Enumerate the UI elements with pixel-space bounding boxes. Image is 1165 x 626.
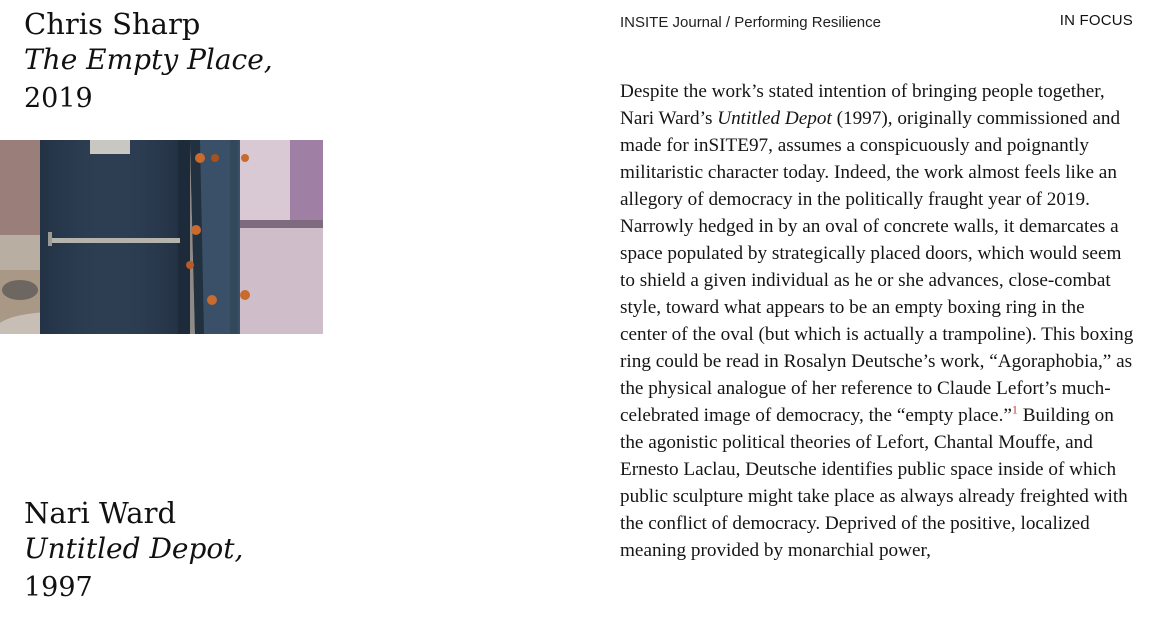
breadcrumb-journal-link[interactable]: INSITE Journal xyxy=(620,14,722,31)
author-heading xyxy=(24,6,273,120)
essay-year: 2019 xyxy=(24,83,93,114)
artwork-photo[interactable] xyxy=(0,140,323,334)
essay-title: The Empty Place, xyxy=(24,43,273,76)
artwork-photo-image xyxy=(0,140,323,334)
work-year: 1997 xyxy=(24,572,93,603)
artist-name: Nari Ward xyxy=(24,496,177,530)
section-label-link[interactable]: IN FOCUS xyxy=(1059,12,1133,29)
breadcrumb-issue-link[interactable]: Performing Resilience xyxy=(734,14,881,31)
article-body xyxy=(620,78,1135,564)
article-text-2: (1997), originally commissioned and made for inSITE97, assumes a conspicuously and poignantly militaristic character today. Indeed, the work almost feels like an allegory of democracy in the politically fraught year of 2019. Narrowly hedged in by an oval of concrete walls, it demarcates a space populated by strategically placed doors, which would seem to shield a given individual as he or she advances, close-combat style, toward what appears to be an empty boxing ring in the center of the oval (but which is actually a trampoline). This boxing ring could be read in Rosalyn Deutsche’s work, “Agoraphobia,” as the physical analogue of her reference to Claude Lefort’s much-celebrated image of democracy, the “empty place.” xyxy=(620,108,1134,426)
journal-header xyxy=(620,14,1133,34)
left-column xyxy=(0,0,560,626)
work-heading xyxy=(24,495,243,609)
work-title: Untitled Depot, xyxy=(24,532,244,565)
artwork-title-inline: Untitled Depot xyxy=(717,108,832,129)
article-paragraph xyxy=(620,78,1135,564)
author-name: Chris Sharp xyxy=(24,7,201,41)
article-text-3: Building on the agonistic political theories of Lefort, Chantal Mouffe, and Ernesto Laclau, Deutsche identifies public space inside of which public sculpture might take place as always already freighted with the conflict of democracy. Deprived of the positive, localized meaning provided by monarchial power, xyxy=(620,405,1128,561)
breadcrumb xyxy=(620,14,881,31)
footnote-link[interactable]: 1 xyxy=(1011,402,1018,417)
breadcrumb-separator: / xyxy=(721,14,735,31)
article-text-1: Despite the work’s stated intention of bringing people together, Nari Ward’s xyxy=(620,81,1105,129)
